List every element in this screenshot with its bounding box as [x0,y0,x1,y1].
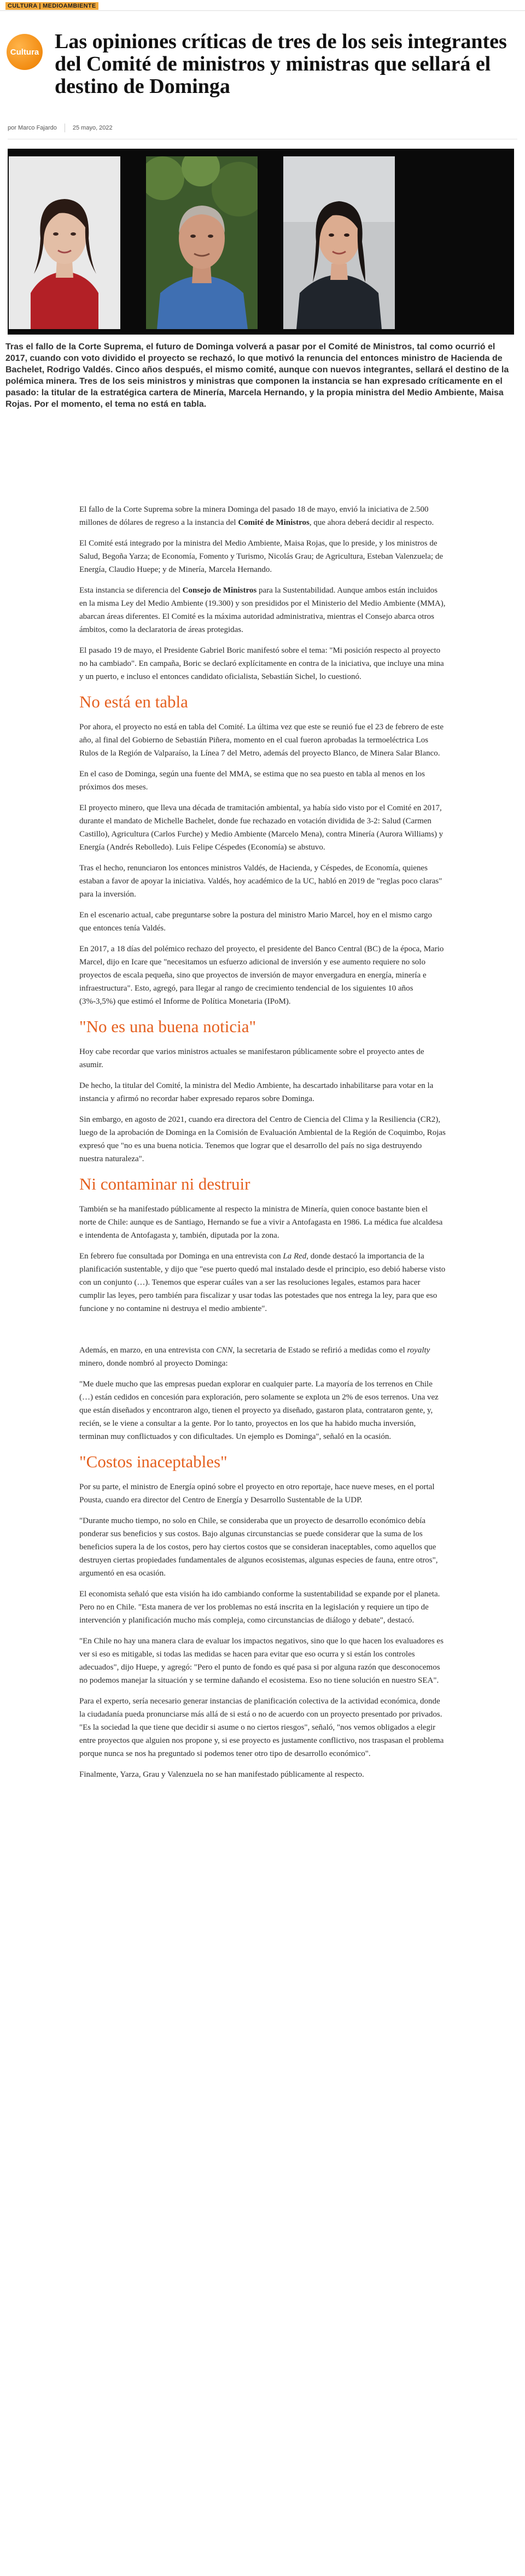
paragraph: De hecho, la titular del Comité, la ministra del Medio Ambiente, ha descartado inhabilitarse para votar en la instancia y afirmó no recordar haber expresado reparos sobre Dominga. [79,1081,434,1103]
paragraph: En el escenario actual, cabe preguntarse sobre la postura del ministro Mario Marcel, hoy en el mismo cargo que entonces tenía Valdés. [79,911,432,933]
article-headline: Las opiniones críticas de tres de los seis integrantes del Comité de ministros y ministras que sellará el destino de Dominga [55,30,507,98]
section-heading: "Costos inaceptables" [79,1452,228,1471]
paragraph: Para el experto, sería necesario generar instancias de planificación colectiva de la actividad económica, donde la ciudadanía pueda pronunciarse más allá de si está o no de acuerdo con un proyecto presentado por privados. "Es la sociedad la que tiene que decidir si asume o no ciertos riesgos", señaló, "nos vemos obligados a elegir entre proyectos que alguien nos propone y, si ese proyecto es justamente conflictivo, nos traspasan el problema porque nunca se nos ha preguntado si podemos tener otro tipo de desarrollo económico". [79,1697,444,1758]
paragraph: El economista señaló que esta visión ha ido cambiando conforme la sustentabilidad se expande por el planeta. Pero no en Chile. "Esta manera de ver los problemas no está inscrita en la legislación y requiere un tipo de intervención y planificación mucho más compleja, como circunstancias de diálogo y debate", destacó. [79,1590,440,1625]
paragraph: El Comité está integrado por la ministra del Medio Ambiente, Maisa Rojas, que lo preside, y los ministros de Salud, Begoña Yarza; de Economía, Fomento y Turismo, Nicolás Grau; de Agricultura, Esteban Valenzuela; de Energía, Claudio Huepe; y de Minería, Marcela Hernando. [79,539,444,574]
section-logo[interactable] [7,34,43,70]
paragraph: "Me duele mucho que las empresas puedan explorar en cualquier parte. La mayoría de los terrenos en Chile (…) están cedidos en concesión para exploración, pero solamente se explota un 2% de esos terrenos. Una vez que están diseñados y encontraron algo, tienen el proyecto ya diseñado, gastaron plata, contrataron gente, y, recién, se le viene a consultar a la gente. Por lo tanto, proyectos en los que ha habido mucha inversión, terminan muy conflictuados y con dificultades. Un ejemplo es Dominga", señaló en la ocasión. [79,1380,439,1441]
article-header [0,11,525,98]
hero-caption: Tras el fallo de la Corte Suprema, el futuro de Dominga volverá a pasar por el Comité de Ministros, tal como ocurrió el 2017, cuando con voto dividido el proyecto se rechazó, lo que motivó la renuncia del entonces ministro de Hacienda de Bachelet, Rodrigo Valdés. Cinco años después, el mismo comité, aunque con nuevos integrantes, sellará el destino de la polémica minera. Tres de los seis ministros y ministras que componen la instancia se han expresado críticamente en el pasado: la titular de la estratégica cartera de Minería, Marcela Hernando, y la propia ministra del Medio Ambiente, Maisa Rojas. Por el momento, el tema no está en tabla. [5,342,509,409]
paragraph: En el caso de Dominga, según una fuente del MMA, se estima que no sea puesto en tabla al menos en los próximos dos meses. [79,770,425,792]
section-heading: No está en tabla [79,692,188,711]
paragraph: Además, en marzo, en una entrevista con CNN, la secretaria de Estado se refirió a medidas como el royalty minero, donde nombró al proyecto Dominga: [79,1346,430,1368]
hero-image [8,149,514,335]
top-bar [0,0,525,11]
article-body [79,503,446,1789]
paragraph: Esta instancia se diferencia del Consejo de Ministros para la Sustentabilidad. Aunque ambos están incluidos en la misma Ley del Medio Ambiente (19.300) y son presididos por el Ministerio del Medio Ambiente (MMA), abarcan áreas diferentes. El Comité es la máxima autoridad administrativa, mientras el Consejo abarca otros ámbitos, como la declaratoria de áreas protegidas. [79,586,446,634]
byline-author[interactable]: por Marco Fajardo [8,125,57,131]
paragraph: Sin embargo, en agosto de 2021, cuando era directora del Centro de Ciencia del Clima y la Resiliencia (CR2), luego de la aprobación de Dominga en la Comisión de Evaluación Ambiental de la Región de Coquimbo, Rojas expresó que "no es una buena noticia. Tenemos que lograr que el desarrollo del país no siga destruyendo nuestra naturaleza". [79,1115,446,1163]
spacer [79,1323,446,1344]
byline [8,124,113,132]
portrait-left [9,156,120,329]
paragraph: Por su parte, el ministro de Energía opinó sobre el proyecto en otro reportaje, hace nueve meses, en el portal Pousta, cuando era director del Centro de Energía y Desarrollo Sustentable de la UDP. [79,1483,435,1504]
paragraph: También se ha manifestado públicamente al respecto la ministra de Minería, quien conoce bastante bien el norte de Chile: aunque es de Santiago, Hernando se fue a vivir a Antofagasta en 1986. La médica fue alcaldesa e intendenta de Antofagasta y, también, diputada por la zona. [79,1205,443,1240]
paragraph: Por ahora, el proyecto no está en tabla del Comité. La última vez que este se reunió fue el 23 de febrero de este año, al final del Gobierno de Sebastián Piñera, momento en el cual fueron aprobadas la termoeléctrica Los Rulos de la Región de Valparaíso, la Línea 7 del Metro, además del proyecto Blanco, de Minera Salar Blanco. [79,723,444,758]
category-tag[interactable]: CULTURA | MEDIOAMBIENTE [5,2,98,10]
paragraph: "Durante mucho tiempo, no solo en Chile, se consideraba que un proyecto de desarrollo económico debía ponderar sus beneficios y sus costos. Bajo algunas circunstancias se puede considerar que la suma de los beneficios supera la de los costos, pero hay ciertos costos que se consideran inaceptables, como aquellos que destruyen ciertas propiedades fundamentales de algunos ecosistemas, algunas especies de fauna, entre otros", argumentó en esa ocasión. [79,1517,438,1578]
portrait-right [283,156,395,329]
section-heading: Ni contaminar ni destruir [79,1174,250,1193]
paragraph: Hoy cabe recordar que varios ministros actuales se manifestaron públicamente sobre el proyecto antes de asumir. [79,1047,424,1069]
portrait-center [146,156,258,329]
paragraph: En febrero fue consultada por Dominga en una entrevista con La Red, donde destacó la importancia de la planificación sustentable, y dijo que "ese puerto quedó mal instalado desde el principio, eso debió haberse visto con un conjunto (…). Tenemos que esperar cuáles van a ser las resoluciones legales, estamos para hacer cumplir las leyes, pero también para fiscalizar y usar todas las potestades que nos entrega la ley, para que eso funcione y no contamine ni destruya el medio ambiente". [79,1252,446,1313]
paragraph: Finalmente, Yarza, Grau y Valenzuela no se han manifestado públicamente al respecto. [79,1770,364,1779]
section-logo-label: Cultura [10,47,39,57]
section-heading: "No es una buena noticia" [79,1017,256,1036]
paragraph: El fallo de la Corte Suprema sobre la minera Dominga del pasado 18 de mayo, envió la iniciativa de 2.500 millones de dólares de regreso a la instancia del Comité de Ministros, que ahora deberá decidir al respecto. [79,505,434,527]
paragraph: "En Chile no hay una manera clara de evaluar los impactos negativos, sino que lo que hacen los evaluadores es ver si eso es mitigable, si todas las medidas se hacen para evitar que eso ocurra y si están los controles adecuados", dijo Huepe, y agregó: "Pero el punto de fondo es qué pasa si por alguna razón que desconocemos no podemos manejar la situación y se termine dañando el ecosistema. Eso no tiene solución en nuestro SEA". [79,1637,444,1685]
byline-date: 25 mayo, 2022 [72,125,113,131]
paragraph: El pasado 19 de mayo, el Presidente Gabriel Boric manifestó sobre el tema: "Mi posición respecto al proyecto no ha cambiado". En campaña, Boric se declaró explícitamente en contra de la iniciativa, que incluye una mina y un puerto, e incluso el entonces candidato oficialista, Sebastián Sichel, lo cuestionó. [79,646,444,681]
paragraph: En 2017, a 18 días del polémico rechazo del proyecto, el presidente del Banco Central (BC) de la época, Mario Marcel, dijo en Icare que "necesitamos un esfuerzo adicional de inversión y ese aumento requiere no solo proyectos de escala pequeña, sino que proyectos de inversión de mayor envergadura en energía, minería e infraestructura". Esto, agregó, para llegar al rango de crecimiento tendencial de los siguientes 10 años (3%-3,5%) que estimó el Informe de Política Monetaria (IPoM). [79,945,444,1006]
paragraph: El proyecto minero, que lleva una década de tramitación ambiental, ya había sido visto por el Comité en 2017, durante el mandato de Michelle Bachelet, donde fue rechazado en votación dividida de 3-2: Salud (Carmen Castillo), Agricultura (Carlos Furche) y Medio Ambiente (Marcelo Mena), contra Minería (Aurora Williams) y Energía (Andrés Rebolledo). Luis Felipe Céspedes (Economía) se abstuvo. [79,804,444,852]
paragraph: Tras el hecho, renunciaron los entonces ministros Valdés, de Hacienda, y Céspedes, de Economía, quienes estaban a favor de apoyar la iniciativa. Valdés, hoy académico de la UC, habló en 2019 de "reglas poco claras" para la inversión. [79,864,442,899]
